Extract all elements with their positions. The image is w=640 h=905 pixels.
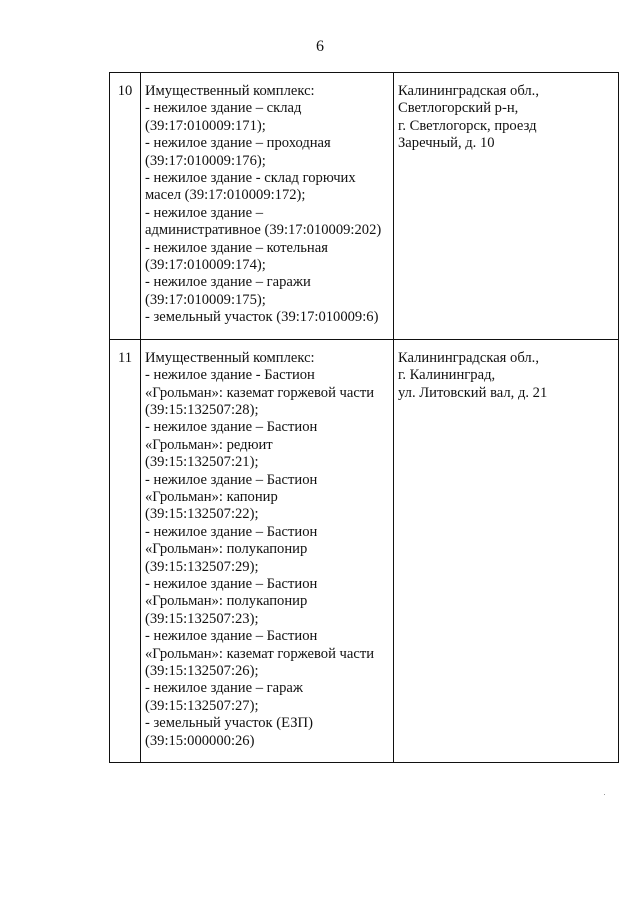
cell-line: «Грольман»: полукапонир bbox=[145, 593, 308, 610]
cell-line: Калининградская обл., bbox=[398, 349, 539, 366]
cell-line: - нежилое здание – проходная bbox=[145, 135, 331, 152]
cell-line: - нежилое здание – склад bbox=[145, 100, 302, 117]
cell-line: - земельный участок (ЕЗП) bbox=[145, 715, 313, 732]
cell-line: - земельный участок (39:17:010009:6) bbox=[145, 309, 379, 326]
scan-speck bbox=[604, 794, 605, 795]
cell-line: г. Светлогорск, проезд bbox=[398, 117, 537, 134]
cell-line: - нежилое здание – гараж bbox=[145, 680, 303, 697]
cell-line: - нежилое здание – Бастион bbox=[145, 419, 318, 436]
cell-line: (39:17:010009:175); bbox=[145, 291, 266, 308]
property-table bbox=[109, 72, 619, 763]
cell-line: Заречный, д. 10 bbox=[398, 135, 495, 152]
cell-line: - нежилое здание – Бастион bbox=[145, 471, 318, 488]
address-cell bbox=[394, 73, 619, 340]
cell-line: «Грольман»: капонир bbox=[145, 488, 278, 505]
cell-line: ул. Литовский вал, д. 21 bbox=[398, 384, 548, 401]
cell-line: (39:15:132507:23); bbox=[145, 610, 259, 627]
description-cell bbox=[141, 339, 394, 762]
cell-line: (39:15:132507:27); bbox=[145, 697, 259, 714]
cell-line: - нежилое здание – гаражи bbox=[145, 274, 311, 291]
cell-line: (39:15:000000:26) bbox=[145, 732, 255, 749]
cell-line: (39:17:010009:171); bbox=[145, 117, 266, 134]
cell-line: Светлогорский р-н, bbox=[398, 100, 519, 117]
cell-line: «Грольман»: редюит bbox=[145, 436, 273, 453]
cell-line: «Грольман»: каземат горжевой части bbox=[145, 384, 375, 401]
page-number: 6 bbox=[316, 38, 324, 55]
cell-line: Имущественный комплекс: bbox=[145, 83, 315, 99]
address-cell bbox=[394, 339, 619, 762]
cell-line: административное (39:17:010009:202) bbox=[145, 222, 382, 239]
row-number-cell: 10 bbox=[110, 73, 141, 340]
cell-line: «Грольман»: полукапонир bbox=[145, 541, 308, 558]
description-cell bbox=[141, 73, 394, 340]
cell-line: - нежилое здание – Бастион bbox=[145, 575, 318, 592]
cell-line: - нежилое здание - склад горючих bbox=[145, 170, 356, 187]
cell-line: Имущественный комплекс: bbox=[145, 349, 315, 366]
cell-line: г. Калининград, bbox=[398, 367, 496, 384]
cell-line: (39:15:132507:29); bbox=[145, 558, 259, 575]
table-row bbox=[110, 339, 619, 762]
row-number-cell: 11 bbox=[110, 339, 141, 762]
cell-line: (39:15:132507:22); bbox=[145, 506, 259, 523]
cell-line: Калининградская обл., bbox=[398, 83, 539, 99]
cell-line: - нежилое здание – bbox=[145, 204, 264, 221]
cell-line: - нежилое здание - Бастион bbox=[145, 367, 315, 384]
table-row bbox=[110, 73, 619, 340]
cell-line: (39:15:132507:21); bbox=[145, 454, 259, 471]
cell-line: - нежилое здание – Бастион bbox=[145, 628, 318, 645]
cell-line: «Грольман»: каземат горжевой части bbox=[145, 645, 375, 662]
cell-line: (39:17:010009:176); bbox=[145, 152, 266, 169]
cell-line: (39:15:132507:28); bbox=[145, 401, 259, 418]
cell-line: масел (39:17:010009:172); bbox=[145, 187, 306, 204]
cell-line: (39:17:010009:174); bbox=[145, 257, 266, 274]
cell-line: - нежилое здание – котельная bbox=[145, 239, 328, 256]
cell-line: - нежилое здание – Бастион bbox=[145, 523, 318, 540]
cell-line: (39:15:132507:26); bbox=[145, 663, 259, 679]
